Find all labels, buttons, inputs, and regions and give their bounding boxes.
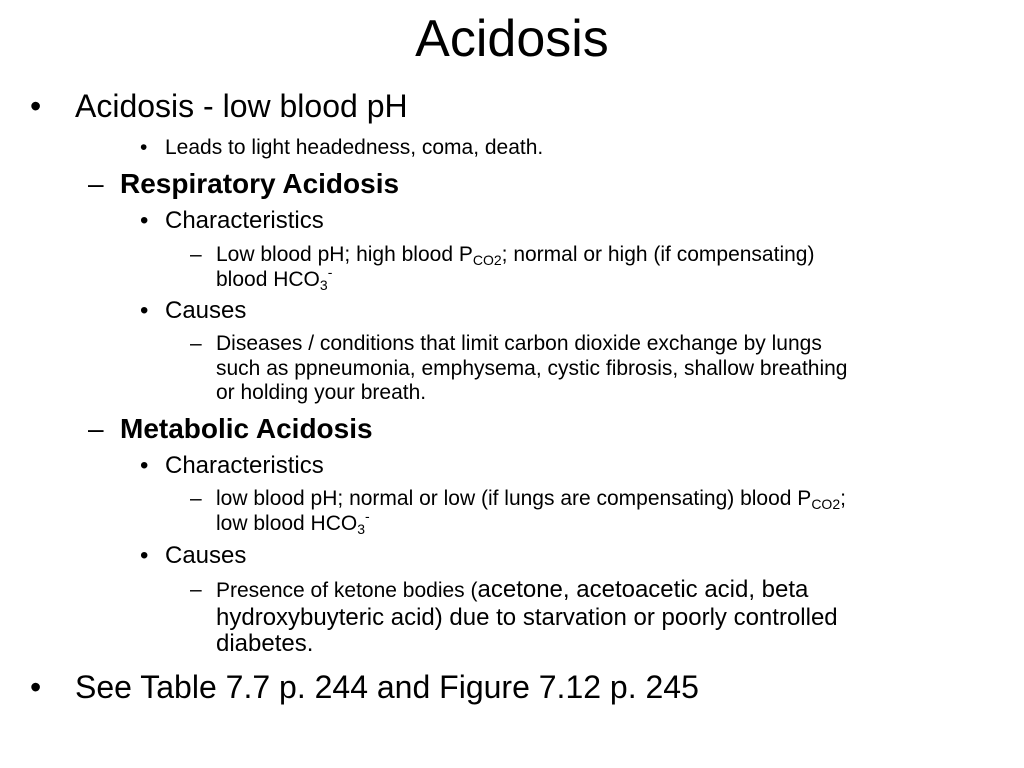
bullet-marker: • (140, 136, 148, 159)
dash-marker: – (88, 413, 104, 444)
met-characteristics-label: Characteristics (165, 452, 324, 479)
met-causes-text-line3: diabetes. (216, 630, 314, 657)
resp-causes-line: or holding your breath. (216, 381, 427, 404)
bullet-references: See Table 7.7 p. 244 and Figure 7.12 p. 245 (75, 669, 699, 705)
dash-marker: – (190, 332, 202, 355)
resp-characteristics-text: Low blood pH; high blood $P_{CO2}$; normal or high (if compensating) (216, 243, 815, 268)
met-characteristics-text-line2: low blood $HCO_3^-$ (216, 508, 370, 537)
resp-characteristics-text-line2: blood $HCO_3^-$ (216, 264, 333, 293)
resp-causes-line: such as ppneumonia, emphysema, cystic fibrosis, shallow breathing (216, 357, 848, 380)
resp-causes-label: Causes (165, 297, 247, 324)
bullet-marker: • (30, 669, 42, 705)
bullet-marker: • (140, 452, 149, 479)
met-causes-label: Causes (165, 542, 247, 569)
met-causes-text-line2: hydroxybuyteric acid) due to starvation or poorly controlled (216, 604, 838, 631)
slide-title: Acidosis (415, 10, 609, 68)
heading-respiratory-acidosis: Respiratory Acidosis (120, 168, 400, 199)
resp-causes-line: Diseases / conditions that limit carbon dioxide exchange by lungs (216, 332, 822, 355)
dash-marker: – (190, 578, 202, 601)
bullet-acidosis-definition: Acidosis - low blood pH (75, 88, 408, 124)
met-causes-text: Presence of ketone bodies (acetone, acetoacetic acid, beta (216, 576, 809, 603)
met-characteristics-text: low blood pH; normal or low (if lungs are compensating) blood $P_{CO2}$; (216, 487, 846, 512)
dash-marker: – (190, 243, 202, 266)
bullet-symptoms: Leads to light headedness, coma, death. (165, 136, 544, 159)
dash-marker: – (88, 168, 104, 199)
dash-marker: – (190, 487, 202, 510)
bullet-marker: • (140, 297, 149, 324)
bullet-marker: • (140, 542, 149, 569)
bullet-marker: • (30, 88, 42, 124)
heading-metabolic-acidosis: Metabolic Acidosis (120, 413, 373, 444)
bullet-marker: • (140, 207, 149, 234)
resp-characteristics-label: Characteristics (165, 207, 324, 234)
